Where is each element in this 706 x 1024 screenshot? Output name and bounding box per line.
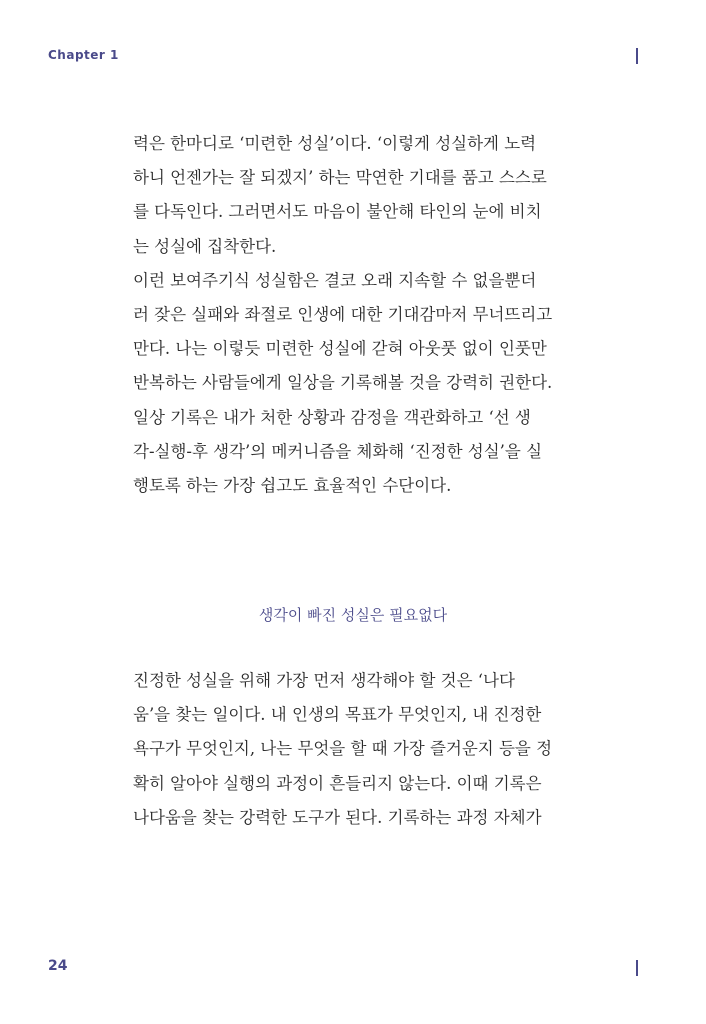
- paragraph: 진정한 성실을 위해 가장 먼저 생각해야 할 것은 ‘나다 움’을 찾는 일이다. 내 인생의 목표가 무엇인지, 내 진정한 욕구가 무엇인지, 나는 무엇을 할 때 가장 즐거운지 등을 정 확히 알아야 실행의 과정이 흔들리지 않는다. 이때 기록은 나다움을 찾는 강력한 도구가 된다. 기록하는 과정 자체가: [133, 671, 553, 827]
- chapter-label: Chapter 1: [48, 48, 119, 62]
- body-text-before-heading: [133, 127, 573, 503]
- page-number: 24: [48, 958, 68, 974]
- section-heading: 생각이 빠진 성실은 필요없다: [258, 606, 448, 624]
- paragraph: 이런 보여주기식 성실함은 결코 오래 지속할 수 없을뿐더 러 잦은 실패와 좌절로 인생에 대한 기대감마저 무너뜨리고 만다. 나는 이렇듯 미련한 성실에 갇혀 아웃풋 없이 인풋만 반복하는 사람들에게 일상을 기록해볼 것을 강력히 권한다. 일상 기록은 내가 처한 상황과 감정을 객관화하고 ‘선 생 각-실행-후 생각’의 메커니즘을 체화해 ‘진정한 성실’을 실 행토록 하는 가장 쉽고도 효율적인 수단이다.: [133, 270, 553, 496]
- body-text-after-heading: [133, 664, 573, 835]
- header-divider-mark: [636, 48, 638, 64]
- footer-divider-mark: [636, 960, 638, 976]
- paragraph: 력은 한마디로 ‘미련한 성실’이다. ‘이렇게 성실하게 노력 하니 언젠가는 잘 되겠지’ 하는 막연한 기대를 품고 스스로 를 다독인다. 그러면서도 마음이 불안해 타인의 눈에 비치 는 성실에 집착한다.: [133, 134, 547, 256]
